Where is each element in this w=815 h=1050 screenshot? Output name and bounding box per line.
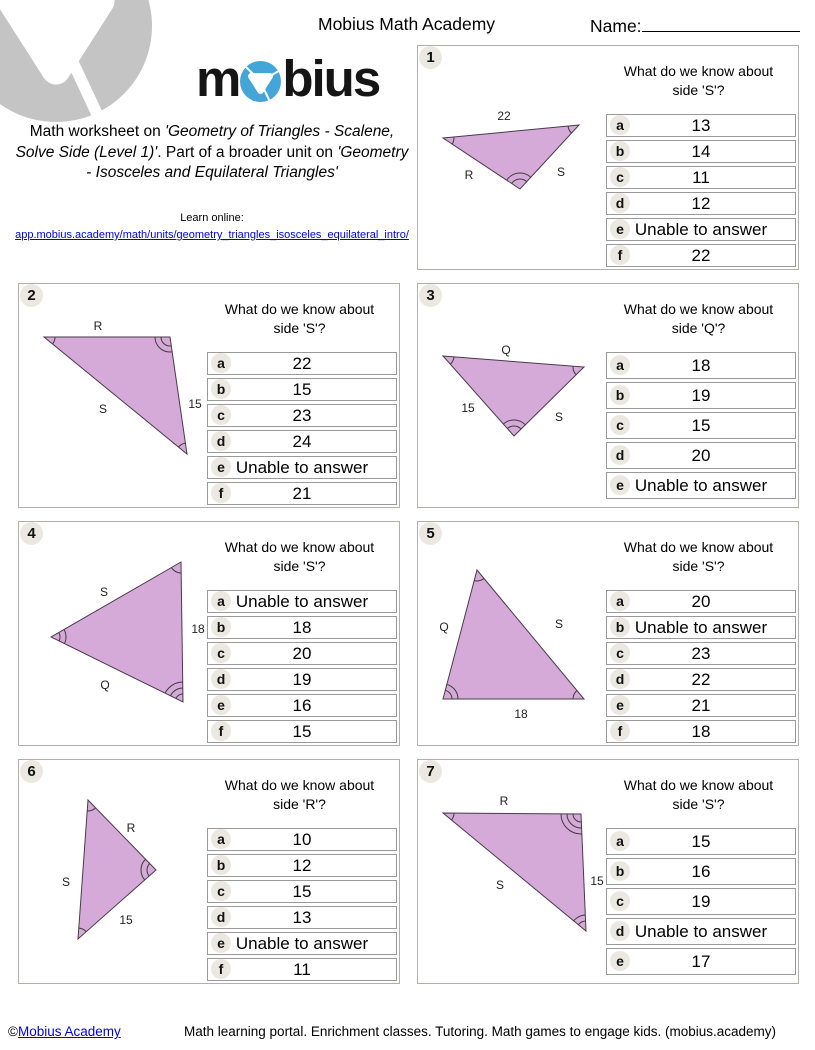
side-label: Q — [100, 678, 110, 692]
option-value: 16 — [691, 861, 711, 881]
option-letter-badge: e — [610, 695, 630, 715]
side-label: S — [61, 875, 71, 889]
option-value: 13 — [292, 907, 312, 927]
question-6 — [18, 759, 400, 984]
option-letter-badge: d — [610, 193, 630, 213]
question-prompt: What do we know about side 'S'? — [623, 539, 774, 574]
question-7 — [417, 759, 799, 984]
option-value: 11 — [293, 959, 311, 979]
answer-option-row — [606, 694, 796, 717]
option-letter-badge: b — [610, 385, 630, 405]
side-label: 18 — [191, 622, 205, 636]
triangle-figure — [418, 760, 618, 978]
answer-option-row — [606, 590, 796, 613]
triangle-figure — [19, 284, 219, 502]
option-letter-badge: c — [610, 643, 630, 663]
wordmark-text-end: bius — [282, 49, 380, 107]
triangle-shape — [44, 337, 187, 454]
option-value: 18 — [691, 721, 711, 741]
answer-option-row — [606, 382, 796, 409]
question-prompt: What do we know about side 'S'? — [224, 539, 375, 574]
answer-option-row — [606, 442, 796, 469]
triangle-shape — [78, 800, 156, 939]
question-number-badge: 7 — [419, 760, 442, 783]
triangle-shape — [51, 562, 183, 702]
description-broader-unit: 'Geometry - Isosceles and Equilateral Triangles' — [86, 143, 409, 181]
option-letter-badge: f — [211, 483, 231, 503]
option-value: 18 — [691, 355, 711, 375]
answer-option-row — [606, 720, 796, 743]
answer-option-row — [207, 482, 397, 505]
mobius-o-logo-icon — [240, 61, 281, 102]
name-blank-line — [642, 14, 800, 32]
answer-options — [207, 590, 397, 746]
answer-option-row — [606, 218, 796, 241]
question-prompt: What do we know about side 'S'? — [224, 301, 375, 336]
option-value: 15 — [691, 831, 711, 851]
answer-option-row — [207, 430, 397, 453]
answer-option-row — [606, 948, 796, 975]
triangle-shape — [443, 125, 579, 189]
option-letter-badge: b — [211, 617, 231, 637]
option-value: 16 — [292, 695, 312, 715]
option-letter-badge: f — [211, 721, 231, 741]
option-value: 19 — [292, 669, 312, 689]
answer-options — [606, 590, 796, 746]
answer-option-row — [207, 828, 397, 851]
learn-online-label: Learn online: — [180, 212, 244, 224]
question-3 — [417, 283, 799, 508]
side-label: R — [93, 319, 103, 333]
answer-option-row — [207, 694, 397, 717]
option-letter-badge: d — [211, 907, 231, 927]
answer-option-row — [207, 880, 397, 903]
option-value: 13 — [691, 115, 711, 135]
answer-option-row — [606, 412, 796, 439]
option-letter-badge: f — [610, 245, 630, 265]
answer-option-row — [606, 472, 796, 499]
side-label: 18 — [514, 707, 528, 721]
answer-option-row — [606, 616, 796, 639]
option-letter-badge: b — [610, 141, 630, 161]
answer-option-row — [207, 668, 397, 691]
question-number-badge: 6 — [20, 760, 43, 783]
option-value: Unable to answer — [235, 933, 369, 953]
option-value: 15 — [691, 415, 711, 435]
side-label: 15 — [590, 874, 604, 888]
answer-option-row — [606, 166, 796, 189]
option-value: 19 — [691, 385, 711, 405]
side-label: 15 — [461, 401, 475, 415]
side-label: R — [464, 168, 474, 182]
mobius-wordmark — [196, 50, 379, 106]
option-letter-badge: d — [610, 921, 630, 941]
option-letter-badge: d — [211, 431, 231, 451]
question-number-badge: 1 — [419, 46, 442, 69]
side-label: S — [554, 617, 564, 631]
option-value: 15 — [292, 379, 312, 399]
option-value: 12 — [691, 193, 711, 213]
answer-option-row — [207, 378, 397, 401]
answer-option-row — [606, 244, 796, 267]
option-letter-badge: d — [211, 669, 231, 689]
triangle-figure — [19, 522, 219, 740]
option-value: 18 — [292, 617, 312, 637]
option-letter-badge: b — [610, 617, 630, 637]
option-letter-badge: b — [211, 379, 231, 399]
answer-options — [606, 114, 796, 270]
answer-option-row — [207, 906, 397, 929]
answer-option-row — [606, 888, 796, 915]
answer-option-row — [207, 932, 397, 955]
option-value: 20 — [691, 445, 711, 465]
question-prompt: What do we know about side 'S'? — [623, 63, 774, 98]
option-letter-badge: e — [211, 933, 231, 953]
answer-option-row — [207, 854, 397, 877]
answer-option-row — [606, 828, 796, 855]
answer-option-row — [606, 114, 796, 137]
triangle-shape — [443, 356, 584, 436]
answer-option-row — [606, 352, 796, 379]
triangle-shape — [443, 570, 584, 699]
option-value: Unable to answer — [634, 617, 768, 637]
option-value: 11 — [692, 167, 710, 187]
option-letter-badge: e — [610, 951, 630, 971]
answer-option-row — [606, 140, 796, 163]
description-text: . Part of a broader unit on — [157, 143, 338, 161]
option-letter-badge: d — [610, 445, 630, 465]
option-value: 22 — [691, 245, 711, 265]
option-value: Unable to answer — [634, 475, 768, 495]
option-value: 20 — [691, 591, 711, 611]
option-letter-badge: f — [211, 959, 231, 979]
answer-option-row — [606, 668, 796, 691]
question-4 — [18, 521, 400, 746]
question-prompt: What do we know about side 'S'? — [623, 777, 774, 812]
answer-option-row — [207, 404, 397, 427]
side-label: Q — [439, 620, 449, 634]
mobius-swirl-logo-gray — [0, 0, 152, 122]
side-label: Q — [501, 343, 511, 357]
question-number-badge: 2 — [20, 284, 43, 307]
option-letter-badge: c — [610, 891, 630, 911]
option-value: 21 — [292, 483, 312, 503]
option-value: 23 — [292, 405, 312, 425]
option-letter-badge: a — [211, 591, 231, 611]
side-label: S — [99, 585, 109, 599]
answer-option-row — [207, 456, 397, 479]
triangle-figure — [19, 760, 219, 978]
side-label: 15 — [119, 913, 133, 927]
answer-option-row — [606, 192, 796, 215]
answer-option-row — [207, 590, 397, 613]
side-label: S — [98, 402, 108, 416]
side-label: S — [556, 165, 566, 179]
option-letter-badge: e — [610, 219, 630, 239]
answer-options — [606, 828, 796, 978]
option-letter-badge: c — [211, 881, 231, 901]
option-value: Unable to answer — [235, 591, 369, 611]
triangle-figure — [418, 522, 618, 740]
option-letter-badge: c — [610, 415, 630, 435]
option-value: 24 — [292, 431, 312, 451]
option-value: Unable to answer — [634, 921, 768, 941]
description-text: Math worksheet on — [29, 123, 165, 140]
answer-options — [207, 828, 397, 984]
name-field — [590, 14, 800, 37]
triangle-shape — [443, 813, 586, 931]
question-5 — [417, 521, 799, 746]
triangle-figure — [418, 284, 618, 502]
option-letter-badge: e — [211, 695, 231, 715]
answer-options — [606, 352, 796, 502]
answer-option-row — [207, 642, 397, 665]
answer-option-row — [606, 858, 796, 885]
side-label: 15 — [188, 397, 202, 411]
copyright-symbol: © — [8, 1024, 18, 1039]
side-label: S — [554, 410, 564, 424]
worksheet-unit-link[interactable]: app.mobius.academy/math/units/geometry_triangles_isosceles_equilateral_intro/ — [15, 229, 409, 241]
option-value: 22 — [292, 353, 312, 373]
option-letter-badge: e — [211, 457, 231, 477]
option-letter-badge: b — [211, 855, 231, 875]
page-title: Mobius Math Academy — [318, 14, 496, 34]
option-value: 20 — [292, 643, 312, 663]
mobius-academy-link[interactable]: Mobius Academy — [17, 1024, 121, 1039]
option-letter-badge: a — [211, 829, 231, 849]
option-letter-badge: f — [610, 721, 630, 741]
option-letter-badge: a — [610, 115, 630, 135]
answer-option-row — [207, 958, 397, 981]
option-value: 14 — [691, 141, 711, 161]
option-letter-badge: d — [610, 669, 630, 689]
answer-option-row — [606, 918, 796, 945]
side-label: R — [499, 794, 509, 808]
question-1 — [417, 45, 799, 270]
option-value: 23 — [691, 643, 711, 663]
triangle-figure — [418, 46, 618, 264]
option-value: 22 — [691, 669, 711, 689]
question-prompt: What do we know about side 'Q'? — [623, 301, 774, 336]
answer-option-row — [207, 720, 397, 743]
option-value: 12 — [292, 855, 312, 875]
option-value: 17 — [691, 951, 711, 971]
option-value: Unable to answer — [634, 219, 768, 239]
option-letter-badge: e — [610, 475, 630, 495]
option-letter-badge: a — [211, 353, 231, 373]
answer-options — [207, 352, 397, 508]
option-value: 10 — [292, 829, 312, 849]
side-label: S — [495, 878, 505, 892]
option-letter-badge: a — [610, 591, 630, 611]
option-letter-badge: c — [610, 167, 630, 187]
option-value: 15 — [292, 881, 312, 901]
answer-option-row — [606, 642, 796, 665]
side-label: 22 — [497, 109, 511, 123]
question-number-badge: 3 — [419, 284, 442, 307]
wordmark-text-start: m — [196, 49, 240, 107]
description-unit-name: 'Geometry of Triangles - Scalene, Solve Side (Level 1)' — [15, 123, 395, 161]
answer-option-row — [207, 352, 397, 375]
option-letter-badge: a — [610, 831, 630, 851]
question-2 — [18, 283, 400, 508]
footer-tagline: Math learning portal. Enrichment classes. Tutoring. Math games to engage kids. (mobius.academy) — [184, 1024, 777, 1039]
option-value: 15 — [292, 721, 312, 741]
option-letter-badge: a — [610, 355, 630, 375]
worksheet-description — [12, 122, 412, 184]
name-label: Name: — [590, 16, 642, 36]
option-value: Unable to answer — [235, 457, 369, 477]
side-label: R — [126, 821, 136, 835]
question-number-badge: 5 — [419, 522, 442, 545]
option-value: 21 — [691, 695, 711, 715]
footer-copyright — [8, 1024, 121, 1039]
option-letter-badge: b — [610, 861, 630, 881]
question-prompt: What do we know about side 'R'? — [224, 777, 375, 812]
option-letter-badge: c — [211, 405, 231, 425]
answer-option-row — [207, 616, 397, 639]
question-number-badge: 4 — [20, 522, 43, 545]
option-value: 19 — [691, 891, 711, 911]
option-letter-badge: c — [211, 643, 231, 663]
